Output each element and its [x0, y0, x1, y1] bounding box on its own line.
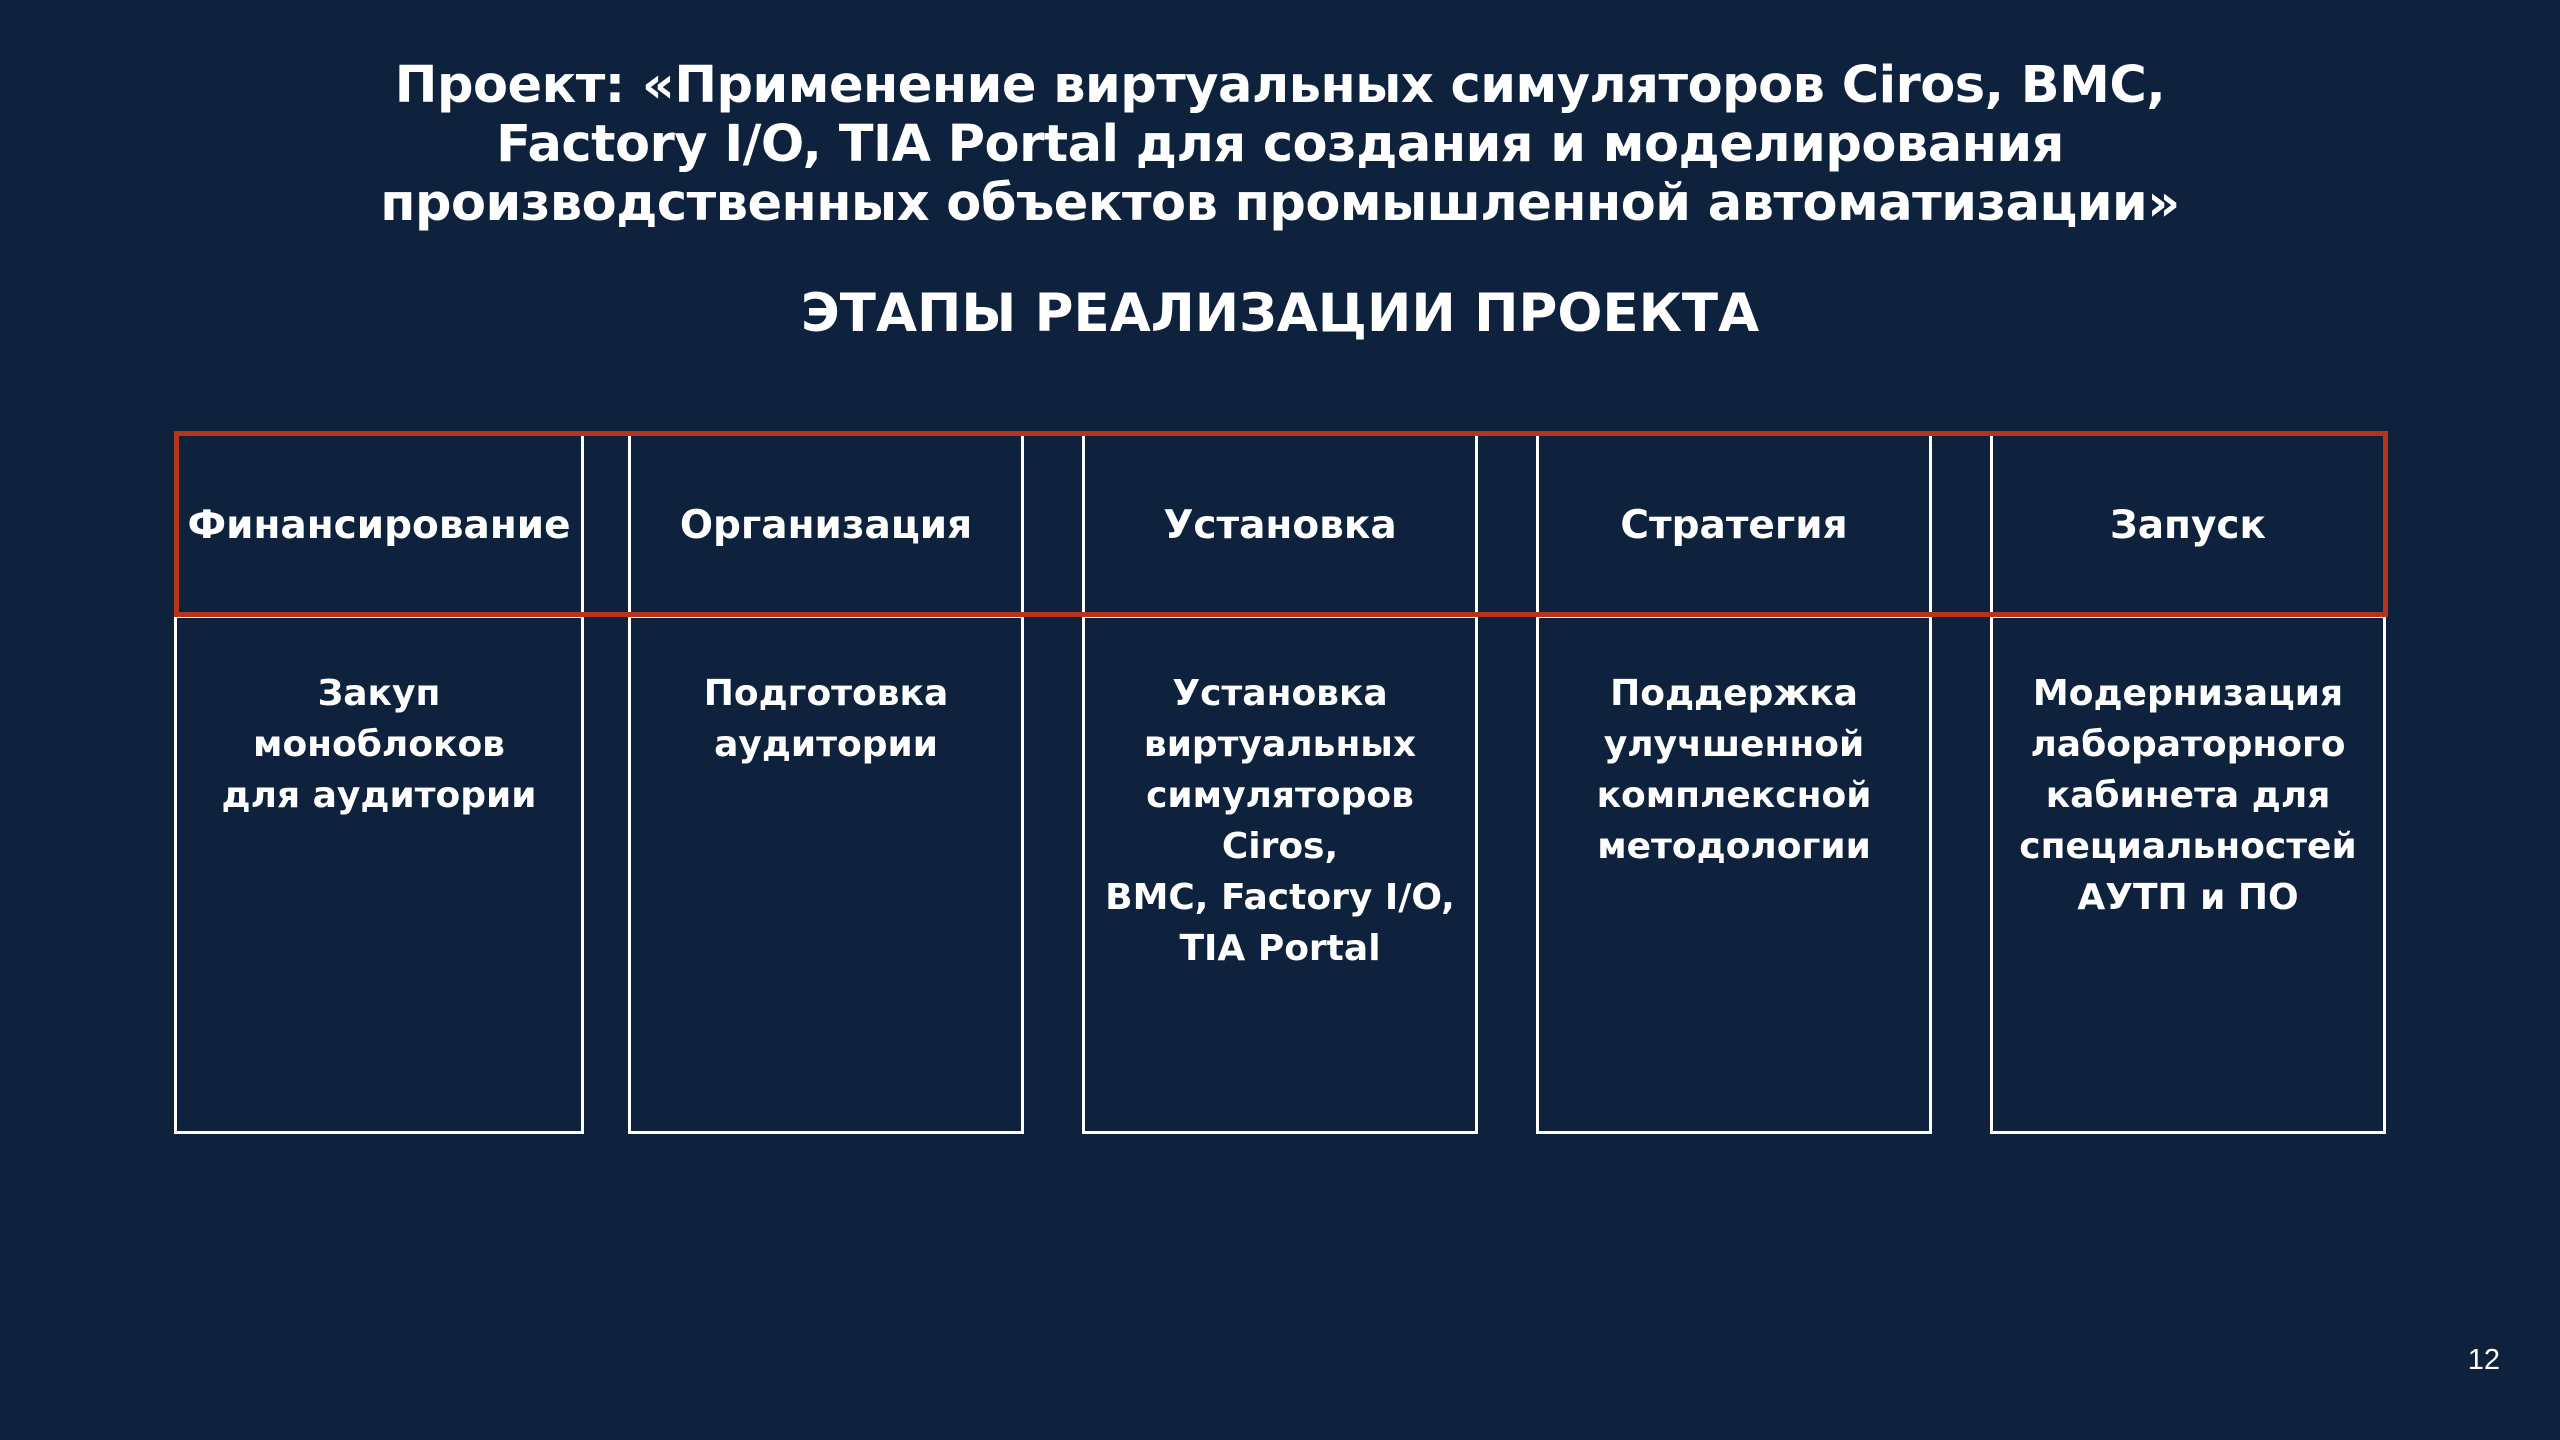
stage-header-label: Запуск	[2110, 503, 2266, 548]
stage-body-line: аудитории	[714, 724, 938, 765]
slide-title	[0, 56, 2560, 233]
page-number: 12	[2467, 1344, 2500, 1376]
stage-body-launch	[1990, 615, 2386, 1134]
stage-body-line: лабораторного	[2030, 724, 2346, 765]
stage-body-line: Модернизация	[2032, 673, 2344, 714]
slide-subtitle: ЭТАПЫ РЕАЛИЗАЦИИ ПРОЕКТА	[800, 283, 1760, 344]
slide-title-line-3: производственных объектов промышленной автоматизации»	[380, 174, 2180, 233]
stage-body-line: BMC, Factory I/O,	[1105, 877, 1455, 918]
stage-body-financing	[174, 615, 584, 1134]
header-row-highlight-frame	[174, 431, 2388, 617]
stage-body-line: Установка	[1172, 673, 1388, 714]
stage-body-line: симуляторов Ciros,	[1146, 775, 1414, 867]
stage-body-line: специальностей	[2019, 826, 2357, 867]
stage-header-label: Организация	[679, 503, 973, 548]
stage-body-installation	[1082, 615, 1478, 1134]
stage-body-strategy	[1536, 615, 1932, 1134]
stage-header-label: Финансирование	[187, 503, 571, 548]
slide-title-line-2: Factory I/O, TIA Portal для создания и моделирования	[496, 115, 2064, 174]
stage-body-organization	[628, 615, 1024, 1134]
slide-title-line-1: Проект: «Применение виртуальных симуляторов Ciros, BMC,	[394, 56, 2166, 115]
stage-body-line: улучшенной	[1603, 724, 1865, 765]
stage-body-line: методологии	[1597, 826, 1871, 867]
stage-header-label: Установка	[1163, 503, 1397, 548]
stage-header-label: Стратегия	[1620, 503, 1848, 548]
stage-body-line: комплексной	[1596, 775, 1872, 816]
stage-body-line: Закуп моноблоков	[253, 673, 505, 765]
stage-body-line: TIA Portal	[1179, 928, 1381, 969]
stage-body-line: Поддержка	[1610, 673, 1858, 714]
stage-body-line: кабинета для	[2045, 775, 2331, 816]
stage-body-line: АУТП и ПО	[2077, 877, 2299, 918]
stage-body-line: для аудитории	[221, 775, 537, 816]
stage-body-line: виртуальных	[1143, 724, 1417, 765]
stage-body-line: Подготовка	[703, 673, 949, 714]
